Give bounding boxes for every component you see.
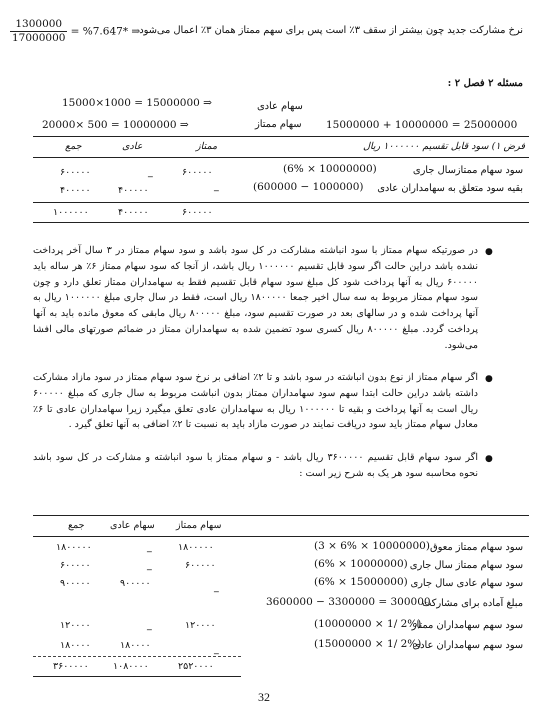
table1-header-desc: فرض ۱) سود قابل تقسیم ۱۰۰۰۰۰۰ ریال	[362, 141, 525, 152]
table1-row-desc: بقیه سود متعلق به سهامداران عادی	[377, 183, 523, 194]
table1-row-total: ۶۰۰۰۰۰	[60, 167, 91, 178]
fraction-denominator: 17000000	[12, 32, 66, 44]
bullet-icon: ●	[485, 374, 493, 384]
total-capital-equation: 15000000 + 10000000 = 25000000	[326, 119, 518, 131]
table2-header-rule	[33, 536, 529, 537]
table2-row-formula: (6% × 10000000)	[314, 558, 408, 570]
table2-row-common: _	[147, 560, 152, 571]
table1-total-common: ۴۰۰۰۰۰	[118, 207, 149, 218]
table1-row-common: _	[148, 167, 153, 178]
table2-top-rule	[33, 515, 529, 516]
table2-row-formula: (3 × 6% × 10000000)	[314, 540, 430, 552]
table2-header-total: جمع	[68, 520, 85, 531]
table2-header-common: سهام عادی	[110, 520, 155, 531]
paragraph-accumulated: در صورتیکه سهام ممتاز با سود انباشته مشارکت در کل سود باشد و سود سهام ممتاز در ۳ سال آخر پرداخت نشده باشد دراین حالت اگر سود قابل تقسیم ۱۰۰۰۰۰۰ ریال باشد، از آنجا که سود سهام ممتاز ۶٪ هر ساله باید ۶۰۰۰۰۰ ریال به آنها پرداخت شود کل مبلغ سود سهام قابل تقسیم فقط به سهامداران ممتاز تعلق دارد و چون سود سهام ممتاز مربوط به سه سال اخیر جمعا ۱۸۰۰۰۰۰ ریال است، فقط در سال جاری مبلغ ۱۰۰۰۰۰۰ ریال به آنها پرداخت شده و در سالهای بعد در صورت تقسیم سود، مبلغ ۸۰۰۰۰۰ ریال مابقی که معوق مانده باید به آنها پرداخت گردد. مبلغ ۸۰۰۰۰۰ ریال کسری سود تضمین شده به سهامداران ممتاز در ضمائم صورتهای مالی افشا می‌شود.	[33, 245, 479, 351]
table2-row-common: _	[147, 542, 152, 553]
distributable-formula: 3600000 − 3300000 = 300000	[266, 596, 431, 608]
table1-header-rule	[33, 157, 529, 158]
bullet-icon: ●	[485, 247, 493, 257]
top-sentence: نرخ مشارکت جدید چون بیشتر از سقف ۳٪ است پس برای سهم ممتاز همان ۳٪ اعمال می‌شود	[139, 25, 523, 36]
table2-row-formula: (15000000 × 1/ 2%)	[314, 638, 422, 650]
bullet-icon: ●	[485, 454, 493, 464]
page-number: 32	[258, 690, 270, 704]
table1-row-formula: (6% × 10000000)	[283, 163, 377, 175]
table1-total-total: ۱۰۰۰۰۰۰	[53, 207, 89, 218]
table1-row-total: ۴۰۰۰۰۰	[60, 185, 91, 196]
distributable-label: مبلغ آماده برای مشارکت	[422, 598, 523, 609]
table2-row-total: ۱۲۰۰۰۰	[60, 620, 91, 631]
table1-bottom-rule	[33, 222, 529, 223]
rate-fraction	[10, 18, 67, 45]
table2-row-total: ۱۸۰۰۰۰۰	[56, 542, 92, 553]
table2-row-preferred: _	[214, 644, 219, 655]
table2-bottom-rule	[33, 676, 241, 677]
table2-row-total: ۱۸۰۰۰۰	[60, 640, 91, 651]
table2-row-preferred: _	[214, 582, 219, 593]
table1-header-common: عادی	[122, 141, 143, 152]
table2-total-total: ۳۶۰۰۰۰۰	[53, 661, 89, 672]
table2-row-desc: سود سهام ممتاز معوق	[430, 542, 523, 553]
table1-header-preferred: ممتاز	[196, 141, 218, 152]
table2-row-common: _	[147, 620, 152, 631]
table1-row-preferred: _	[214, 181, 219, 192]
table2-row-preferred: ۱۸۰۰۰۰۰	[178, 542, 214, 553]
paragraph-non-accumulated: اگر سهام ممتاز از نوع بدون انباشته در سود باشد و تا ۲٪ اضافی بر نرخ سود سهام ممتاز در سود مازاد مشارکت داشته باشد دراین حالت ابتدا سهم سود سهامداران ممتاز بدون انباشت مربوط به سال جاری که مبلغ ۶۰۰۰۰۰ ریال است به آنها پرداخت و بقیه تا ۱۰۰۰۰۰۰ ریال به سهامداران عادی تعلق میگیرد زیرا سهامداران عادی تا ۶٪ معادل سهام ممتاز باید سود دریافت نمایند در صورت مازاد باید به نسبت تا ۲٪ اضافی به آنها تعلق گیرد .	[33, 372, 478, 431]
common-shares-label: سهام عادی	[257, 101, 303, 112]
table2-row-preferred: ۱۲۰۰۰۰	[185, 620, 216, 631]
table2-sum-rule	[33, 656, 241, 657]
table2-row-desc: سود سهام عادی سال جاری	[410, 578, 523, 589]
table2-row-total: ۶۰۰۰۰۰	[60, 560, 91, 571]
table2-row-common: ۱۸۰۰۰۰	[120, 640, 151, 651]
table1-total-preferred: ۶۰۰۰۰۰	[182, 207, 213, 218]
table2-total-preferred: ۲۵۲۰۰۰۰	[178, 661, 214, 672]
top-fraction-line	[10, 18, 140, 45]
table1-top-rule	[33, 136, 529, 137]
table2-row-desc: سود سهم سهامداران عادی	[412, 640, 523, 651]
table2-total-common: ۱۰۸۰۰۰۰	[113, 661, 149, 672]
table2-row-formula: (10000000 × 1/ 2%)	[314, 618, 422, 630]
fraction-numerator: 1300000	[10, 18, 67, 32]
preferred-shares-label: سهام ممتاز	[255, 119, 302, 130]
table2-header-preferred: سهام ممتاز	[176, 520, 222, 531]
table1-row-common: ۴۰۰۰۰۰	[118, 185, 149, 196]
paragraph-scenario: اگر سود سهام قابل تقسیم ۳۶۰۰۰۰۰ ریال باشد - و سهام ممتاز با سود انباشته و مشارکت در کل سود باشد نحوه محاسبه سود هر یک به شرح زیر است :	[33, 452, 478, 479]
table2-row-formula: (6% × 15000000)	[314, 576, 408, 588]
table2-row-desc: سود سهام ممتاز سال جاری	[409, 560, 523, 571]
table1-row-desc: سود سهام ممتازسال جاری	[412, 165, 523, 176]
rate-equals: = %7.647* ⇒	[70, 25, 141, 38]
table2-row-desc: سود سهم سهامداران ممتاز	[411, 620, 523, 631]
preferred-shares-equation: 20000× 500 = 10000000 ⇒	[42, 119, 189, 131]
table2-row-common: ۹۰۰۰۰۰	[120, 578, 151, 589]
table1-row-preferred: ۶۰۰۰۰۰	[182, 167, 213, 178]
table2-row-preferred: ۶۰۰۰۰۰	[185, 560, 216, 571]
problem-title: مسئله ۲ فصل ۲ :	[447, 78, 523, 89]
common-shares-equation: 15000×1000 = 15000000 ⇒	[62, 97, 212, 109]
table1-row-formula: (600000 − 1000000)	[253, 181, 364, 193]
table1-header-total: جمع	[65, 141, 82, 152]
table1-sum-rule	[33, 202, 529, 203]
table2-row-total: ۹۰۰۰۰۰	[60, 578, 91, 589]
